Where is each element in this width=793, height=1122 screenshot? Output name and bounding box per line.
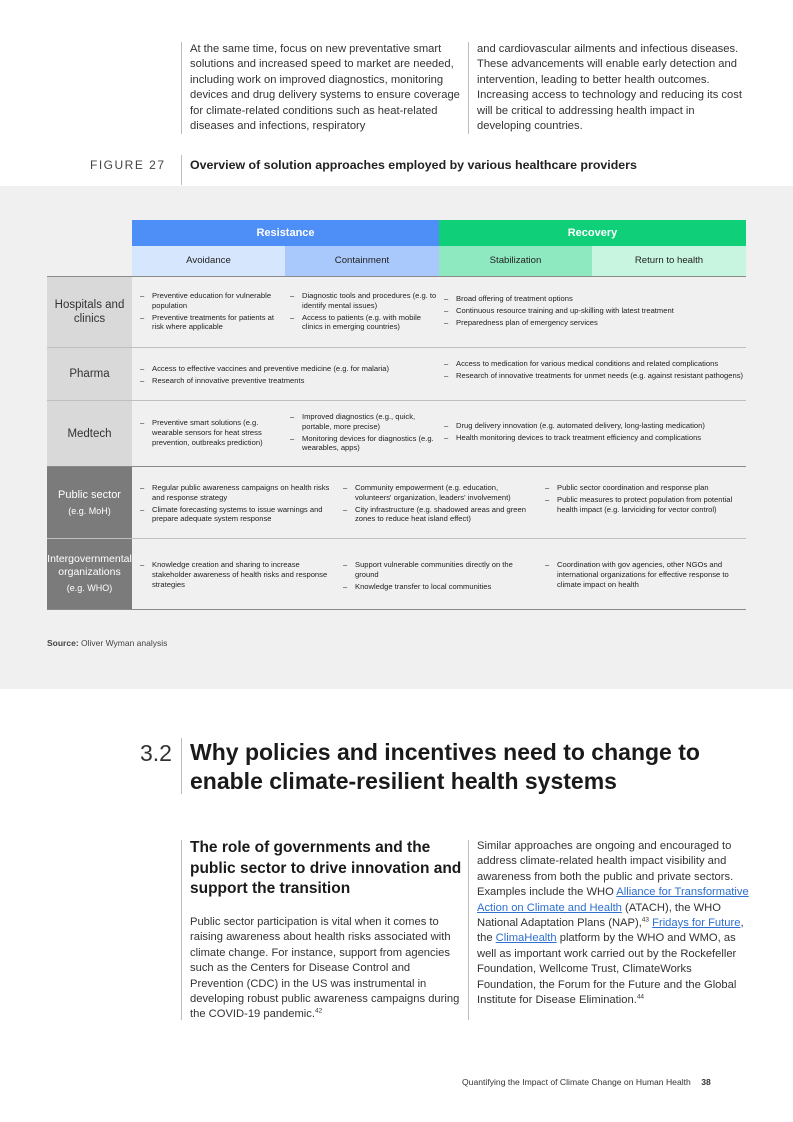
row-divider: [47, 609, 746, 610]
list-item: – Knowledge transfer to local communities: [343, 582, 533, 592]
fridays-for-future-link[interactable]: Fridays for Future: [652, 917, 741, 930]
figure-source: [47, 638, 167, 648]
row-label-sub: (e.g. WHO): [66, 583, 113, 593]
figure-title: Overview of solution approaches employed by various healthcare providers: [190, 158, 637, 172]
list-item: – Monitoring devices for diagnostics (e.g. wearables, apps): [290, 434, 438, 454]
row-divider: [47, 466, 746, 467]
list-item: – Community empowerment (e.g. education, volunteers' organization, leaders' involvement): [343, 483, 533, 503]
avoidance-subheader: Avoidance: [132, 246, 285, 276]
medtech-avoidance-cell: [140, 418, 285, 449]
list-item: – Preventive treatments for patients at risk where applicable: [140, 313, 285, 333]
subsection-title: The role of governments and the public sector to drive innovation and support the transition: [190, 839, 462, 897]
page-number: 38: [701, 1077, 711, 1087]
row-label-hospitals: Hospitals and clinics: [47, 277, 132, 347]
resistance-header: Resistance: [132, 220, 439, 246]
paragraph-text: Similar approaches are ongoing and encouraged to address climate-related health impact visibility and awareness from both the public and private sectors. Examples include the WHO: [477, 840, 734, 899]
row-label-intergovernmental: [47, 539, 132, 609]
list-item: – Access to medication for various medical conditions and related complications: [444, 359, 746, 369]
list-item: – Coordination with gov agencies, other NGOs and international organizations for effective response to climate impact on health: [545, 560, 745, 589]
list-item: – Diagnostic tools and procedures (e.g. to identify mental issues): [290, 291, 438, 311]
footnote-ref[interactable]: 44: [636, 993, 645, 1001]
list-item: – Broad offering of treatment options: [444, 294, 744, 304]
intro-paragraph-left: At the same time, focus on new preventative smart solutions and increased speed to market are needed, including work on improved diagnostics, monitoring devices and drug delivery systems to ensure coverage for climate-related conditions such as heat-related diseases and infections, respiratory: [190, 43, 460, 133]
row-divider: [47, 538, 746, 539]
row-divider: [47, 276, 746, 277]
paragraph-text: platform by the WHO and WMO, as well as important work carried out by the Rockefeller Foundation, Wellcome Trust, ClimateWorks Foundation, the Forum for the Future and the Global Institute for Disease Elimination.: [477, 932, 737, 1007]
section-number: 3.2: [140, 740, 172, 766]
hospitals-recovery-cell: [444, 294, 744, 329]
left-paragraph-text: Public sector participation is vital when it comes to raising awareness about health risks associated with climate change. For instance, support from agencies such as the Centers for Disease Control and Prevention (CDC) in the US was instrumental in developing robust public awareness campaigns during the COVID-19 pandemic.: [190, 916, 460, 1021]
list-item: – Preventive education for vulnerable population: [140, 291, 285, 311]
hospitals-avoidance-cell: [140, 291, 285, 334]
paragraph-text: (ATACH), the WHO National Adaptation Plans (NAP),: [477, 901, 721, 930]
list-item: – Research of innovative preventive treatments: [140, 376, 438, 386]
list-item: – Preparedness plan of emergency services: [444, 318, 744, 328]
row-label-text: Intergovernmental organizations: [47, 553, 132, 578]
row-label-medtech: Medtech: [47, 401, 132, 466]
public-sector-cell-1: [140, 483, 332, 526]
climahealth-link[interactable]: ClimaHealth: [495, 932, 557, 945]
recovery-header: Recovery: [439, 220, 746, 246]
intergov-cell-1: [140, 560, 332, 591]
section-rule: [181, 738, 182, 794]
list-item: – City infrastructure (e.g. shadowed areas and green zones to reduce heat island effect): [343, 505, 533, 525]
list-item: – Access to effective vaccines and preventive medicine (e.g. for malaria): [140, 364, 438, 374]
list-item: – Support vulnerable communities directly on the ground: [343, 560, 533, 580]
left-paragraph: [190, 915, 462, 1023]
list-item: – Health monitoring devices to track treatment efficiency and complications: [444, 433, 744, 443]
return-to-health-subheader: Return to health: [592, 246, 746, 276]
list-item: – Knowledge creation and sharing to increase stakeholder awareness of health risks and response strategies: [140, 560, 332, 589]
footnote-ref[interactable]: 42: [315, 1007, 323, 1015]
list-item: – Improved diagnostics (e.g., quick, portable, more precise): [290, 412, 438, 432]
caption-rule: [181, 155, 182, 185]
public-sector-cell-3: [545, 483, 743, 516]
row-label-pharma: Pharma: [47, 348, 132, 400]
pharma-resistance-cell: [140, 364, 438, 388]
intro-paragraph-right: and cardiovascular ailments and infectious diseases. These advancements will enable early detection and intervention, leading to better health outcomes. Increasing access to technology and reducing its cost will be critical to addressing health impact in developing countries.: [477, 43, 742, 133]
right-paragraph: [477, 839, 749, 1008]
list-item: – Climate forecasting systems to issue warnings and prepare adequate system response: [140, 505, 332, 525]
paragraph-text: , the: [477, 917, 744, 945]
row-label-text: Public sector: [58, 488, 121, 501]
pharma-recovery-cell: [444, 359, 746, 383]
source-text: Oliver Wyman analysis: [81, 638, 168, 648]
figure-label: FIGURE 27: [90, 158, 166, 172]
footer: [462, 1077, 711, 1087]
list-item: – Access to patients (e.g. with mobile clinics in emerging countries): [290, 313, 438, 333]
column-rule: [181, 42, 182, 134]
containment-subheader: Containment: [285, 246, 439, 276]
column-rule: [468, 42, 469, 134]
list-item: – Research of innovative treatments for unmet needs (e.g. against resistant pathogens): [444, 371, 746, 381]
list-item: – Regular public awareness campaigns on health risks and response strategy: [140, 483, 332, 503]
medtech-recovery-cell: [444, 421, 744, 445]
list-item: – Continuous resource training and up-skilling with latest treatment: [444, 306, 744, 316]
source-label: Source:: [47, 638, 79, 648]
row-divider: [47, 400, 746, 401]
intergov-cell-3: [545, 560, 745, 591]
list-item: – Preventive smart solutions (e.g. wearable sensors for heat stress prevention, outbreaks prediction): [140, 418, 285, 447]
stabilization-subheader: Stabilization: [439, 246, 592, 276]
public-sector-cell-2: [343, 483, 533, 526]
medtech-containment-cell: [290, 412, 438, 455]
list-item: – Public sector coordination and response plan: [545, 483, 743, 493]
row-divider: [47, 347, 746, 348]
list-item: – Public measures to protect population from potential health impact (e.g. larviciding for vector control): [545, 495, 743, 515]
row-label-sub: (e.g. MoH): [68, 505, 111, 516]
column-rule: [468, 840, 469, 1020]
row-label-public-sector: [47, 467, 132, 538]
intergov-cell-2: [343, 560, 533, 593]
atach-link[interactable]: Alliance for Transformative Action on Climate and Health: [477, 886, 749, 914]
hospitals-containment-cell: [290, 291, 438, 334]
section-title: Why policies and incentives need to change to enable climate-resilient health systems: [190, 739, 700, 794]
footnote-ref[interactable]: 43: [641, 916, 650, 924]
column-rule: [181, 840, 182, 1020]
footer-title: Quantifying the Impact of Climate Change on Human Health: [462, 1077, 691, 1087]
list-item: – Drug delivery innovation (e.g. automated delivery, long-lasting medication): [444, 421, 744, 431]
